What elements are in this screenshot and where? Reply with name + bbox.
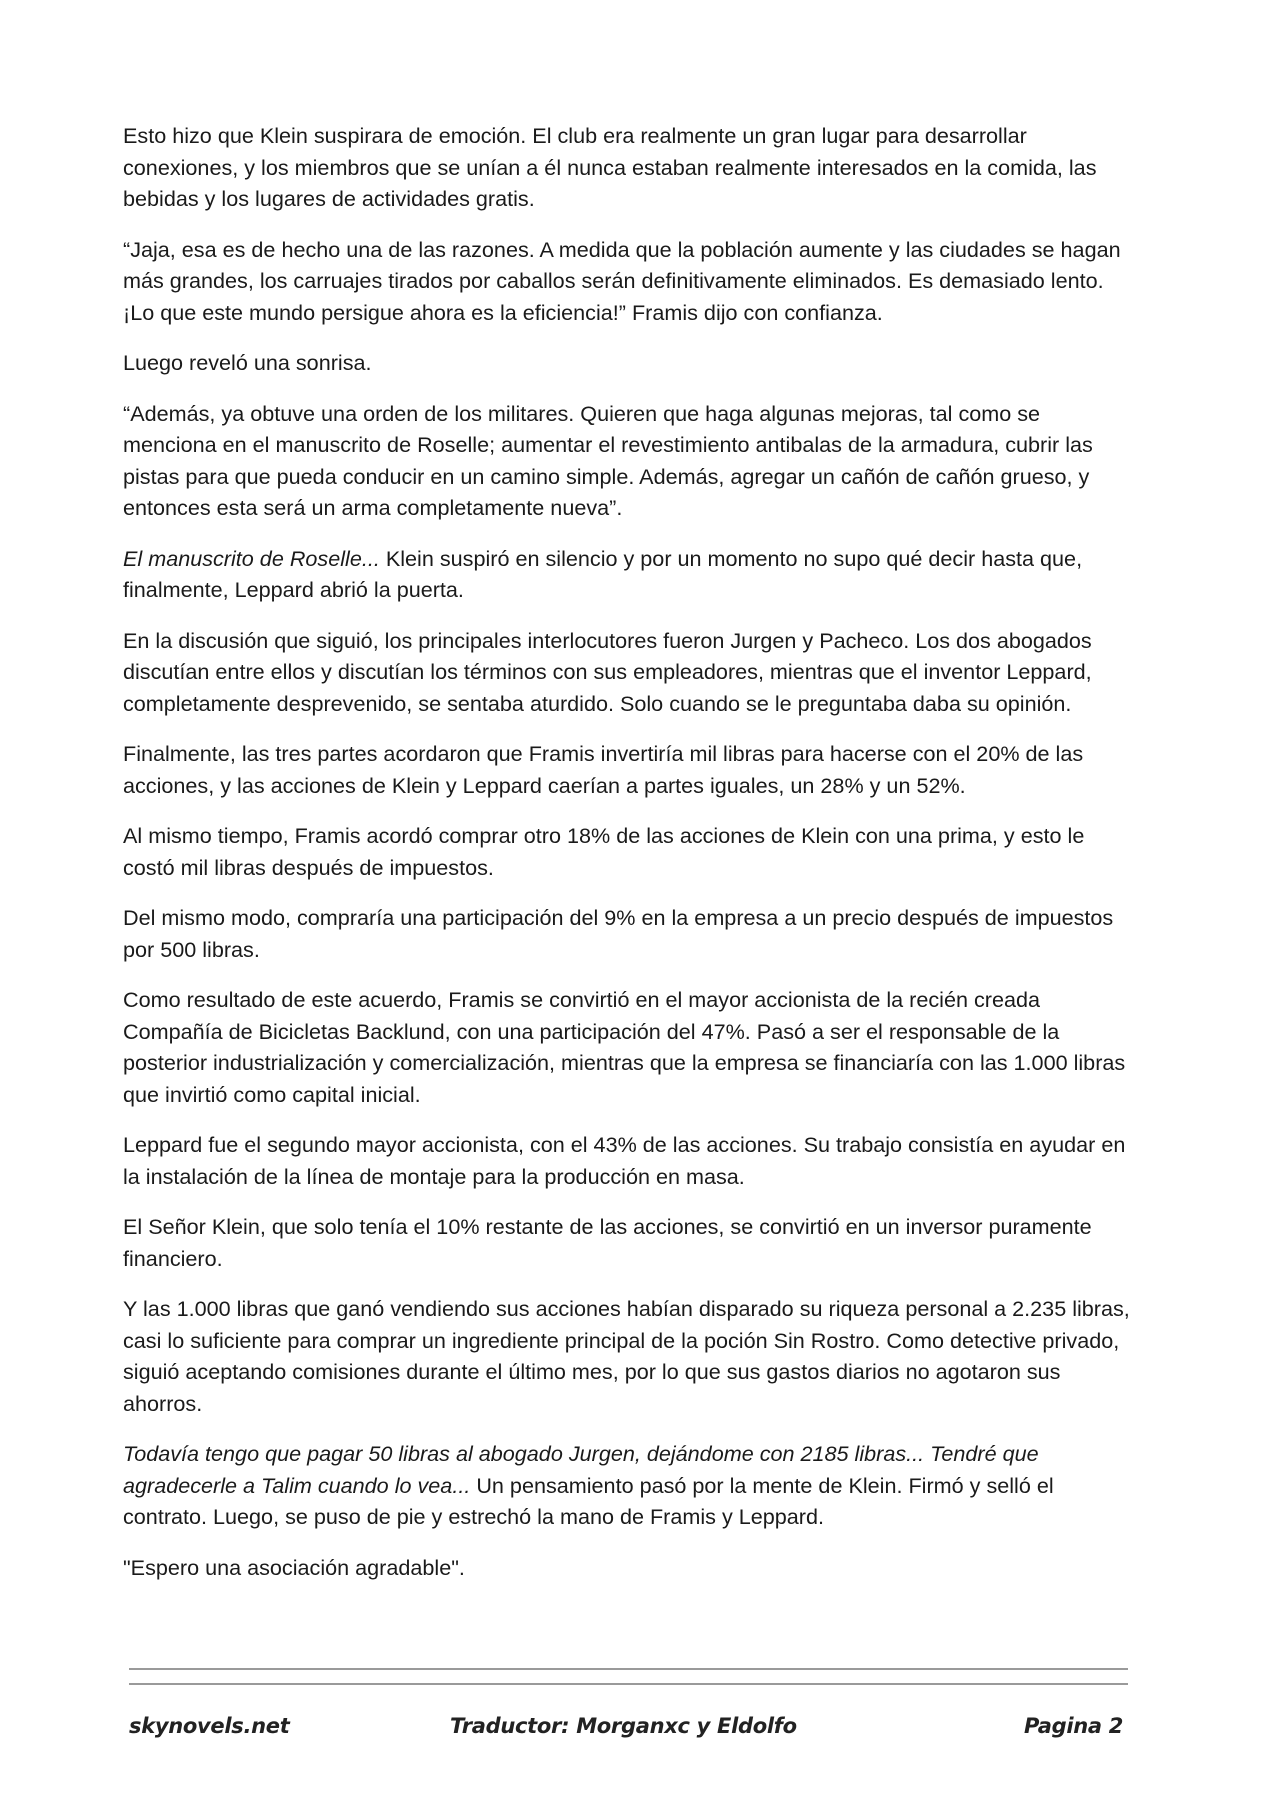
text-run: Luego reveló una sonrisa. (123, 350, 372, 375)
text-run: En la discusión que siguió, los principales interlocutores fueron Jurgen y Pacheco. Los dos abogados discutían entre ellos y discutían los términos con sus empleadores, mientras que el inventor Leppard, completamente desprevenido, se sentaba aturdido. Solo cuando se le preguntaba daba su opinión. (123, 627, 1092, 716)
paragraph (123, 398, 1133, 524)
text-run: Finalmente, las tres partes acordaron que Framis invertiría mil libras para hacerse con el 20% de las acciones, y las acciones de Klein y Leppard caerían a partes iguales, un 28% y un 52%. (123, 741, 1084, 798)
text-run: “Jaja, esa es de hecho una de las razones. A medida que la población aumente y las ciudades se hagan más grandes, los carruajes tirados por caballos serán definitivamente eliminados. Es demasiado lento. ¡Lo que este mundo persigue ahora es la eficiencia!” Framis dijo con confianza. (123, 236, 1121, 325)
text-run: Al mismo tiempo, Framis acordó comprar otro 18% de las acciones de Klein con una prima, y esto le costó mil libras después de impuestos. (123, 823, 1085, 880)
paragraph (123, 984, 1133, 1110)
paragraph (123, 902, 1133, 965)
italic-text-run: Todavía tengo que pagar 50 libras al abogado Jurgen, dejándome con 2185 libras... Tendré que agradecerle a Talim cuando lo vea... (123, 1441, 1039, 1498)
paragraph (123, 1293, 1133, 1419)
paragraph (123, 234, 1133, 329)
paragraph (123, 347, 1133, 379)
body-text (123, 120, 1133, 1602)
text-run: Esto hizo que Klein suspirara de emoción. El club era realmente un gran lugar para desarrollar conexiones, y los miembros que se unían a él nunca estaban realmente interesados en la comida, las bebidas y los lugares de actividades gratis. (123, 123, 1097, 211)
text-run: El Señor Klein, que solo tenía el 10% restante de las acciones, se convirtió en un inversor puramente financiero. (123, 1214, 1092, 1271)
paragraph (123, 1438, 1133, 1533)
text-run: Leppard fue el segundo mayor accionista, con el 43% de las acciones. Su trabajo consistía en ayudar en la instalación de la línea de montaje para la producción en masa. (123, 1132, 1126, 1189)
text-run: Un pensamiento pasó por la mente de Klein. Firmó y selló el contrato. Luego, se puso de pie y estrechó la mano de Framis y Leppard. (123, 1472, 1054, 1529)
paragraph (123, 820, 1133, 883)
paragraph (123, 1552, 1133, 1584)
text-run: Klein suspiró en silencio y por un momento no supo qué decir hasta que, finalmente, Leppard abrió la puerta. (123, 545, 1083, 602)
italic-text-run: El manuscrito de Roselle... (123, 545, 380, 571)
text-run: Del mismo modo, compraría una participación del 9% en la empresa a un precio después de impuestos por 500 libras. (123, 905, 1114, 962)
footer-page-number: Pagina 2 (1024, 1714, 1124, 1738)
text-run: "Espero una asociación agradable". (123, 1554, 465, 1580)
paragraph (123, 120, 1133, 215)
text-run: Como resultado de este acuerdo, Framis se convirtió en el mayor accionista de la recién creada Compañía de Bicicletas Backlund, con una participación del 47%. Pasó a ser el responsable de la posterior industrialización y comercialización, mientras que la empresa se financiaría con las 1.000 libras que invirtió como capital inicial. (123, 987, 1126, 1107)
footer-divider-bottom (129, 1683, 1128, 1685)
footer-divider-top (129, 1668, 1128, 1670)
paragraph (123, 1129, 1133, 1192)
paragraph (123, 625, 1133, 720)
paragraph (123, 543, 1133, 606)
footer-translator: Traductor: Morganxc y Eldolfo (450, 1714, 797, 1738)
paragraph (123, 1211, 1133, 1274)
text-run: Y las 1.000 libras que ganó vendiendo sus acciones habían disparado su riqueza personal a 2.235 libras, casi lo suficiente para comprar un ingrediente principal de la poción Sin Rostro. Como detective privado, siguió aceptando comisiones durante el último mes, por lo que sus gastos diarios no agotaron sus ahorros. (123, 1296, 1130, 1416)
paragraph (123, 738, 1133, 801)
text-run: “Además, ya obtuve una orden de los militares. Quieren que haga algunas mejoras, tal como se menciona en el manuscrito de Roselle; aumentar el revestimiento antibalas de la armadura, cubrir las pistas para que pueda conducir en un camino simple. Además, agregar un cañón de cañón grueso, y entonces esta será un arma completamente nueva”. (123, 400, 1093, 520)
footer-site: skynovels.net (129, 1714, 290, 1738)
